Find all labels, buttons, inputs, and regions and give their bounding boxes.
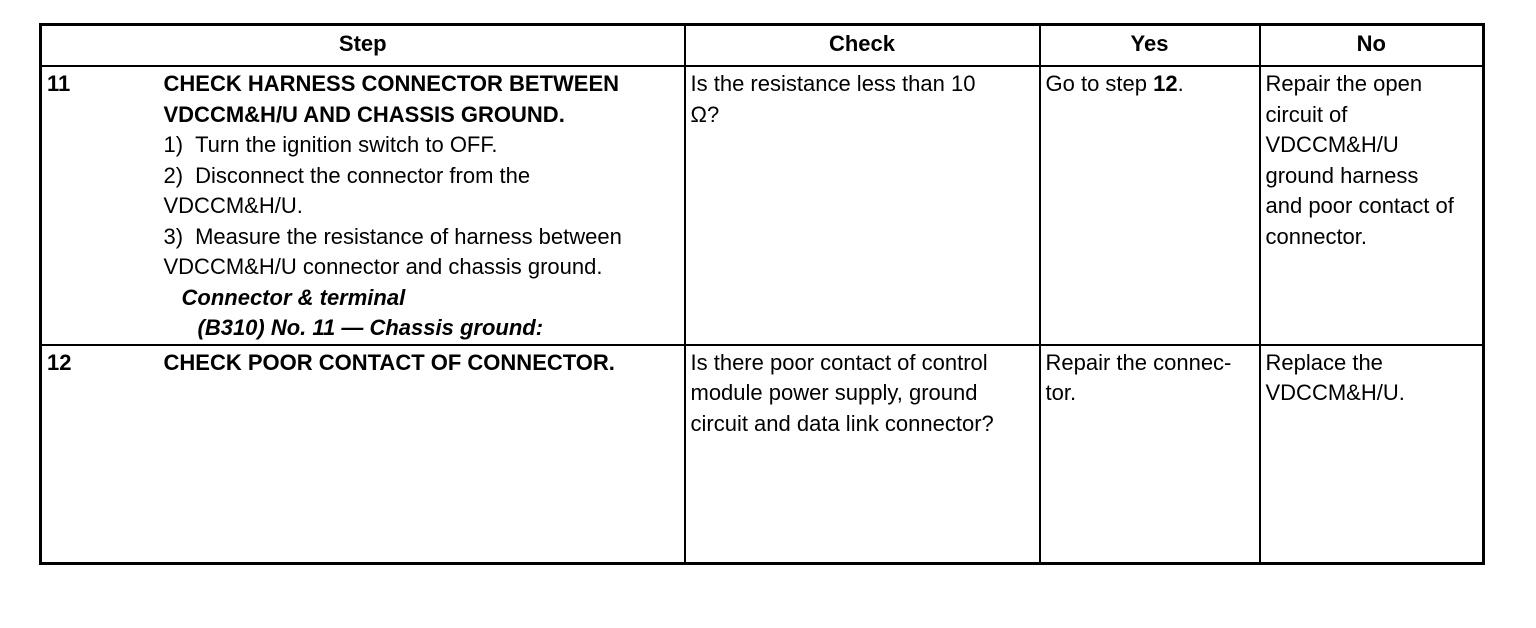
no-text: Replace the xyxy=(1265,349,1383,375)
header-check: Check xyxy=(685,25,1040,67)
no-text: VDCCM&H/U. xyxy=(1265,380,1405,405)
header-yes: Yes xyxy=(1040,25,1260,67)
item-text: Disconnect the connector from the xyxy=(195,162,531,188)
step-number: 12 xyxy=(41,345,159,564)
item-text: Measure the resistance of harness between xyxy=(195,223,622,249)
yes-text: Go to step xyxy=(1045,71,1154,96)
yes-text: Repair the connec- xyxy=(1045,349,1232,375)
item-number: 1) xyxy=(163,132,184,157)
step-title: CHECK HARNESS CONNECTOR BETWEEN xyxy=(163,71,620,96)
no-cell xyxy=(1260,66,1484,345)
yes-step-link: 12 xyxy=(1153,71,1178,96)
spec-label: Connector & terminal xyxy=(181,284,406,310)
no-text: and poor contact of xyxy=(1265,193,1454,218)
no-cell xyxy=(1260,345,1484,564)
diagnostic-table xyxy=(39,23,1485,565)
no-text: ground harness xyxy=(1265,162,1419,188)
yes-text-end: . xyxy=(1177,71,1184,96)
step-description xyxy=(159,66,685,345)
table-row xyxy=(41,66,1484,345)
check-cell xyxy=(685,66,1040,345)
step-title-cont: VDCCM&H/U AND CHASSIS GROUND. xyxy=(163,101,565,127)
check-text: Is the resistance less than 10 xyxy=(690,71,976,96)
step-item-cont: VDCCM&H/U connector and chassis ground. xyxy=(163,254,603,279)
header-no: No xyxy=(1260,25,1484,67)
step-number: 11 xyxy=(41,66,159,345)
step-item xyxy=(164,222,679,253)
no-text: VDCCM&H/U xyxy=(1265,132,1399,157)
check-cell xyxy=(685,345,1040,564)
yes-cell xyxy=(1040,66,1260,345)
step-title: CHECK POOR CONTACT OF CONNECTOR. xyxy=(163,349,615,375)
header-row xyxy=(41,25,1484,67)
step-item xyxy=(164,161,679,192)
yes-cell xyxy=(1040,345,1260,564)
header-step: Step xyxy=(41,25,685,67)
step-item xyxy=(164,130,679,161)
table-row xyxy=(41,345,1484,564)
check-text: circuit and data link connector? xyxy=(690,410,994,436)
item-number: 2) xyxy=(163,162,184,188)
no-text: circuit of xyxy=(1265,101,1348,127)
item-text: Turn the ignition switch to OFF. xyxy=(195,132,498,157)
check-text: Is there poor contact of control xyxy=(690,349,988,375)
step-item-cont: VDCCM&H/U. xyxy=(163,193,303,218)
step-description xyxy=(159,345,685,564)
check-text-cont: Ω? xyxy=(690,101,720,127)
check-text: module power supply, ground xyxy=(690,380,978,405)
no-text: Repair the open xyxy=(1265,71,1423,96)
item-number: 3) xyxy=(163,223,184,249)
no-text: connector. xyxy=(1265,223,1368,249)
yes-text: tor. xyxy=(1045,380,1077,405)
spec-value: (B310) No. 11 — Chassis ground: xyxy=(197,315,544,340)
